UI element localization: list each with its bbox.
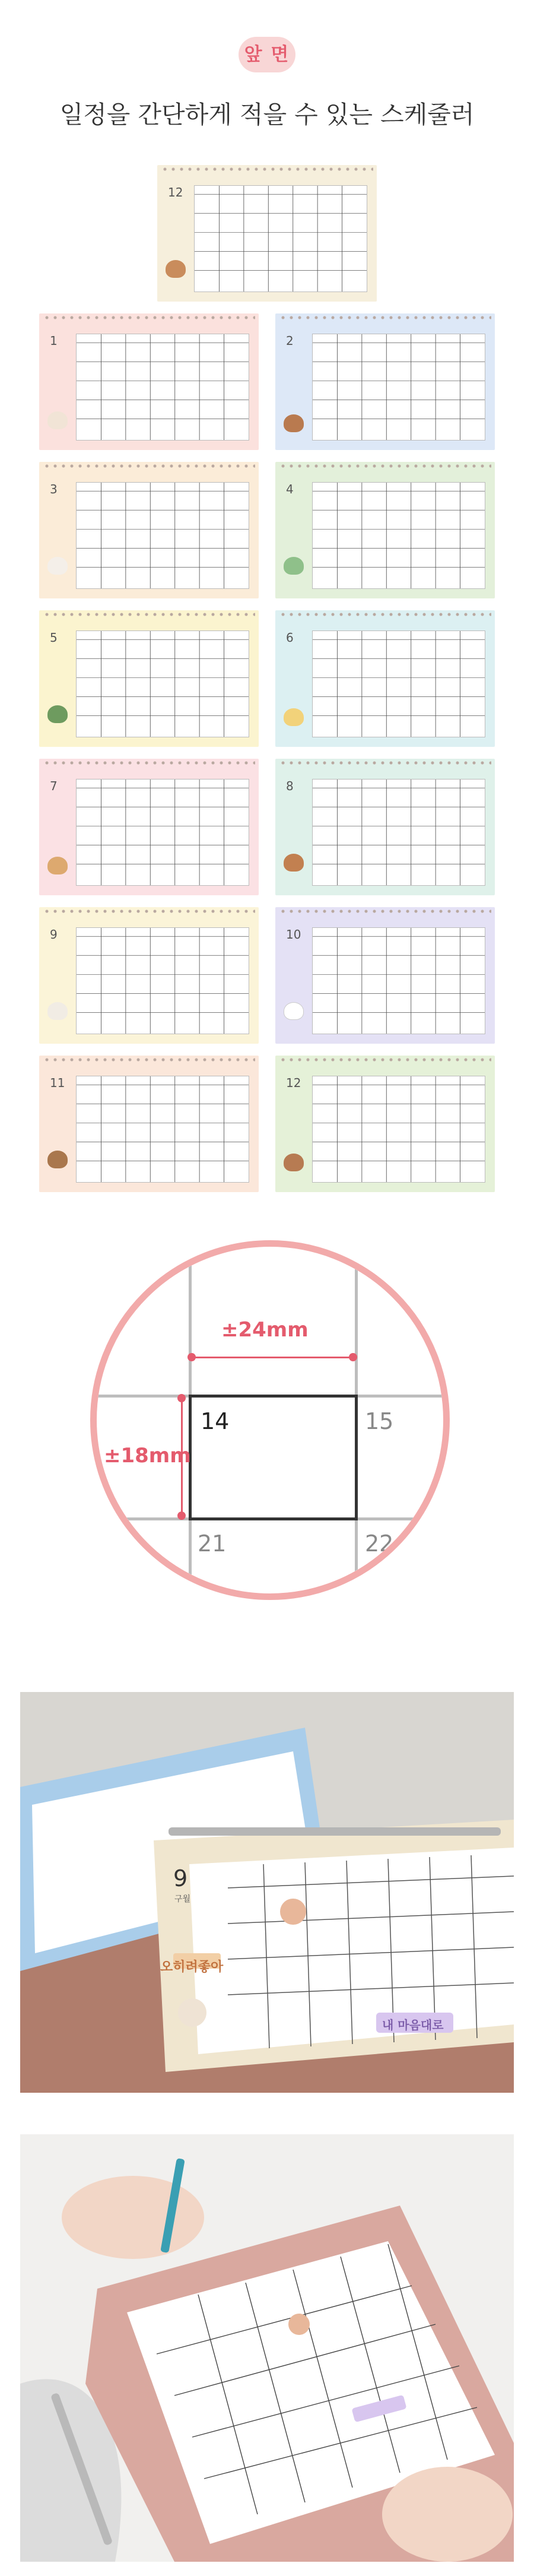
pet-illustration xyxy=(166,260,186,278)
month-number: 7 xyxy=(50,779,58,793)
pet-illustration xyxy=(284,708,304,726)
calendar-grid xyxy=(77,1076,249,1182)
calendar-grid xyxy=(77,928,249,1034)
month-number: 1 xyxy=(50,334,58,348)
sticker-text-right: 내 마음대로 xyxy=(382,2018,444,2032)
pet-illustration xyxy=(284,1002,304,1020)
plant-illustration xyxy=(47,705,68,723)
calendar-september xyxy=(39,907,259,1044)
month-number: 4 xyxy=(286,482,294,496)
calendar-june xyxy=(275,610,495,747)
month-number: 11 xyxy=(50,1076,65,1090)
section-badge: 앞 면 xyxy=(239,37,295,72)
calendar-march xyxy=(39,462,259,598)
month-number: 12 xyxy=(168,185,183,199)
product-photo-writing xyxy=(20,2134,514,2562)
calendar-july xyxy=(39,759,259,895)
day-number: 21 xyxy=(198,1531,227,1557)
month-number: 3 xyxy=(50,482,58,496)
section-subtitle: 일정을 간단하게 적을 수 있는 스케줄러 xyxy=(59,100,475,129)
photo-month-sub: 구월 xyxy=(174,1894,191,1904)
month-number: 8 xyxy=(286,779,294,793)
day-number: 14 xyxy=(201,1408,230,1434)
plant-illustration xyxy=(284,557,304,575)
calendar-december-cover xyxy=(157,165,377,302)
month-number: 10 xyxy=(286,927,301,942)
month-number: 5 xyxy=(50,630,58,645)
cell-size-zoom xyxy=(90,1240,450,1600)
month-number: 2 xyxy=(286,334,294,348)
photo-scene-writing xyxy=(20,2134,514,2562)
sticker-text-left: 오히려좋아 xyxy=(160,1960,224,1975)
calendar-grid xyxy=(313,334,485,440)
calendar-may xyxy=(39,610,259,747)
pet-illustration xyxy=(47,1002,68,1020)
calendar-grid xyxy=(313,928,485,1034)
day-number: 15 xyxy=(365,1408,394,1434)
calendar-grid xyxy=(313,631,485,737)
pet-illustration xyxy=(284,414,304,432)
month-number: 9 xyxy=(50,927,58,942)
day-number: 22 xyxy=(365,1531,394,1557)
calendar-october xyxy=(275,907,495,1044)
calendar-december xyxy=(275,1056,495,1192)
calendar-january xyxy=(39,313,259,450)
calendar-november xyxy=(39,1056,259,1192)
width-measurement: ±24mm xyxy=(221,1318,309,1342)
calendar-april xyxy=(275,462,495,598)
calendar-grid xyxy=(77,631,249,737)
month-number: 12 xyxy=(286,1076,301,1090)
calendar-grid xyxy=(195,186,367,291)
calendar-grid xyxy=(313,780,485,885)
pet-illustration xyxy=(47,1151,68,1168)
pet-illustration xyxy=(284,1154,304,1171)
calendar-february xyxy=(275,313,495,450)
height-measurement: ±18mm xyxy=(104,1444,191,1468)
calendar-grid xyxy=(77,483,249,588)
pet-illustration xyxy=(47,557,68,575)
product-photo-desk xyxy=(20,1692,514,2093)
calendar-grid xyxy=(313,483,485,588)
pet-illustration xyxy=(284,854,304,872)
month-number: 6 xyxy=(286,630,294,645)
calendar-grid xyxy=(77,780,249,885)
photo-month-number: 9 xyxy=(173,1865,188,1891)
calendar-grid xyxy=(313,1076,485,1182)
calendar-august xyxy=(275,759,495,895)
pet-illustration xyxy=(47,411,68,429)
calendar-grid xyxy=(77,334,249,440)
pet-illustration xyxy=(47,857,68,874)
